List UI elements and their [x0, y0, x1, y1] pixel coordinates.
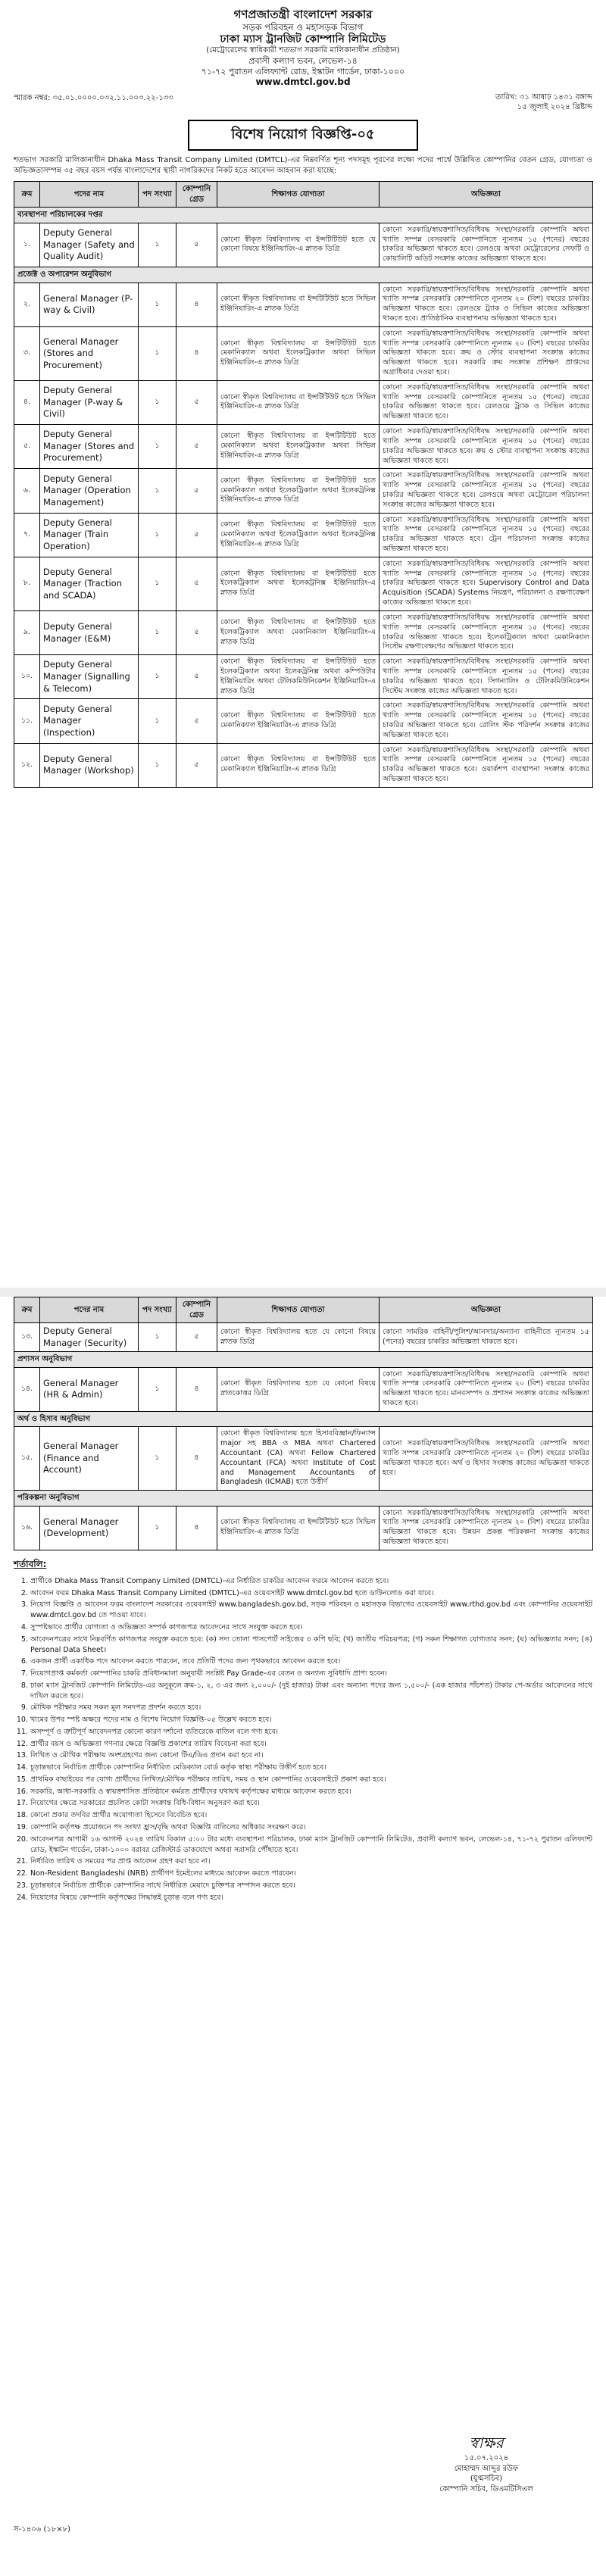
- experience-cell: কোনো সরকারি/স্বায়ত্তশাসিত/বিধিবদ্ধ সংস্থা/সরকারি কোম্পানি অথবা খ্যাতি সম্পন্ন বেসরকারি কোম্পানিতে ন্যূনতম ১৫ (পনের) বছরের চাকরির অভিজ্ঞতা থাকতে হবে। রেলওয়ে অথবা মেট্রোরেলের সেফটি ও কোয়ালিটি অডিট সংক্রান্ত কাজের অভিজ্ঞতা থাকতে হবে।: [380, 223, 593, 267]
- company-subtitle: (মেট্রোরেলের স্বাধিকারী শতভাগ সরকারি মালিকানাধীন প্রতিষ্ঠান): [206, 46, 400, 55]
- education-cell: কোনো স্বীকৃত বিশ্ববিদ্যালয় বা ইন্সটিটিউট হতে মেকানিক্যাল অথবা ইলেকট্রিক্যাল অথবা ইলেকট্রনিক্স ইঞ্জিনিয়ারিং-এ স্নাতক ডিগ্রি: [217, 513, 380, 557]
- notice-page-2: [14, 1297, 592, 2569]
- grade-cell: ৫: [176, 699, 217, 743]
- section-label: পরিকল্পনা অনুবিভাগ: [14, 1491, 593, 1507]
- post-name-cell: Deputy General Manager (Security): [40, 1323, 139, 1352]
- post-name-cell: Deputy General Manager (Workshop): [40, 743, 139, 787]
- experience-cell: কোনো সরকারি/স্বায়ত্তশাসিত/বিধিবদ্ধ সংস্থা/সরকারি কোম্পানি অথবা খ্যাতি সম্পন্ন বেসরকারি কোম্পানিতে ন্যূনতম ১৫ (পনের) বছরের চাকরির অভিজ্ঞতা থাকতে হবে। রোলিং স্টক পরিদর্শন সংক্রান্ত কাজের অভিজ্ঞতা থাকতে হবে।: [380, 699, 593, 743]
- term-item: 14. চূড়ান্তভাবে নির্বাচিত প্রার্থীকে কোম্পানির নির্ধারিত মেডিক্যাল বোর্ড কর্তৃক স্বাস্থ্য পরীক্ষায় উত্তীর্ণ হতে হবে।: [30, 1763, 592, 1773]
- education-cell: কোনো স্বীকৃত বিশ্ববিদ্যালয় বা ইন্সটিটিউট হতে মেকানিক্যাল ইঞ্জিনিয়ারিং-এ স্নাতক ডিগ্রি: [217, 699, 380, 743]
- section-row: [14, 1411, 593, 1427]
- section-label: ব্যবস্থাপনা পরিচালকের দপ্তর: [14, 208, 593, 223]
- column-header: অভিজ্ঞতা: [380, 182, 593, 208]
- grade-cell: ৫: [176, 743, 217, 787]
- serial-cell: ৩.: [14, 326, 40, 380]
- table-row: [14, 655, 593, 699]
- post-count-cell: ১: [139, 655, 176, 699]
- term-item: 15. প্রাথমিক বাছাইয়ের পর যোগ্য প্রার্থীদের লিখিত/মৌখিক পরীক্ষার তারিখ, সময় ও স্থান কোম্পানির ওয়েবসাইটে প্রকাশ করা হবে।: [30, 1775, 592, 1785]
- table-header-row: [14, 182, 593, 208]
- education-cell: কোনো স্বীকৃত বিশ্ববিদ্যালয় বা ইন্সটিটিউট হতে মেকানিক্যাল অথবা ইলেকট্রিক্যাল অথবা ইলেকট্রনিক্স ইঞ্জিনিয়ারিং-এ স্নাতক ডিগ্রি: [217, 469, 380, 513]
- govt-line: গণপ্রজাতন্ত্রী বাংলাদেশ সরকার: [233, 8, 373, 21]
- term-item: 3. নিয়োগ বিজ্ঞপ্তি ও আবেদন ফরম বাংলাদেশ সরকারের ওয়েবসাইট www.bangladesh.gov.bd, সড়ক পরিবহন ও মহাসড়ক বিভাগের ওয়েবসাইট www.rthd.gov.bd এবং কোম্পানির ওয়েবসাইট www.dmtcl.gov.bd তে পাওয়া যাবে।: [30, 1600, 592, 1621]
- section-row: [14, 208, 593, 223]
- date-label: তারিখ:: [495, 93, 517, 102]
- table-row: [14, 380, 593, 424]
- post-name-cell: Deputy General Manager (Safety and Quality Audit): [40, 223, 139, 267]
- column-header: শিক্ষাগত যোগ্যতা: [217, 1297, 380, 1323]
- table-row: [14, 557, 593, 610]
- signature-date: ১৫.০৭.২০২৪: [464, 2454, 509, 2462]
- grade-cell: ৫: [176, 655, 217, 699]
- education-cell: কোনো স্বীকৃত বিশ্ববিদ্যালয় হতে যে কোনো বিষয়ে স্নাতক ডিগ্রি: [217, 1323, 380, 1352]
- serial-cell: ১৪.: [14, 1367, 40, 1411]
- signatory-name: মোহাম্মদ আব্দুর রউফ: [454, 2464, 519, 2473]
- term-item: 11. অসম্পূর্ণ ও ত্রুটিপূর্ণ আবেদনপত্র কোনো কারণ দর্শানো ব্যতিরেকে বাতিল বলে গণ্য হবে।: [30, 1727, 592, 1738]
- post-name-cell: Deputy General Manager (E&M): [40, 610, 139, 654]
- table-row: [14, 1427, 593, 1491]
- term-item: 19. কোম্পানি কর্তৃপক্ষ প্রয়োজনে পদ সংখ্যা হ্রাস/বৃদ্ধি অথবা বিজ্ঞপ্তি বাতিলের অধিকার সংরক্ষণ করে।: [30, 1822, 592, 1833]
- education-cell: কোনো স্বীকৃত বিশ্ববিদ্যালয় বা ইন্সটিটিউট হতে সিভিল ইঞ্জিনিয়ারিং-এ স্নাতক ডিগ্রি: [217, 283, 380, 326]
- experience-cell: কোনো সরকারি/স্বায়ত্তশাসিত/বিধিবদ্ধ সংস্থা/সরকারি কোম্পানি অথবা খ্যাতি সম্পন্ন বেসরকারি কোম্পানিতে ন্যূনতম ১৫ (পনের) বছরের চাকরির অভিজ্ঞতা থাকতে হবে। সিগন্যালিং ও টেলিকমিউনিকেশন সিস্টেম সংক্রান্ত কাজের অভিজ্ঞতা থাকতে হবে।: [380, 655, 593, 699]
- section-row: [14, 267, 593, 283]
- column-header: পদ সংখ্যা: [139, 1297, 176, 1323]
- jobs-table-2: [14, 1297, 593, 1550]
- section-row: [14, 1352, 593, 1368]
- terms-heading: শর্তাবলি:: [14, 1558, 47, 1569]
- term-item: 6. একজন প্রার্থী একাধিক পদে আবেদন করতে পারবেন, তবে প্রতিটি পদের জন্য পৃথকভাবে আবেদন করতে হবে।: [30, 1656, 592, 1667]
- notice-title: বিশেষ নিয়োগ বিজ্ঞপ্তি-০৫: [188, 120, 418, 151]
- post-count-cell: ১: [139, 223, 176, 267]
- experience-cell: কোনো সরকারি/স্বায়ত্তশাসিত/বিধিবদ্ধ সংস্থা/সরকারি কোম্পানি অথবা খ্যাতি সম্পন্ন বেসরকারি কোম্পানিতে ন্যূনতম ২০ (বিশ) বছরের চাকরির অভিজ্ঞতা থাকতে হবে। রেলওয়ে ট্র্যাক ও সিভিল কাজের অভিজ্ঞতা থাকতে হবে। প্রাতিষ্ঠানিক ব্যবস্থাপনায় অভিজ্ঞতা থাকতে হবে।: [380, 283, 593, 326]
- term-item: 21. নির্ধারিত তারিখ ও সময়ের পর প্রাপ্ত আবেদন গ্রহণ করা হবে না।: [30, 1856, 592, 1867]
- post-count-cell: ১: [139, 380, 176, 424]
- section-row: [14, 1491, 593, 1507]
- term-item: 12. প্রার্থীর বয়স ও অভিজ্ঞতা গণনার ক্ষেত্রে বিজ্ঞপ্তি প্রকাশের তারিখ বিবেচনা করা হবে।: [30, 1739, 592, 1750]
- serial-cell: ১৩.: [14, 1323, 40, 1352]
- post-name-cell: Deputy General Manager (Operation Management): [40, 469, 139, 513]
- grade-cell: ৪: [176, 1506, 217, 1550]
- experience-cell: কোনো সরকারি/স্বায়ত্তশাসিত/বিধিবদ্ধ সংস্থা/সরকারি কোম্পানি অথবা খ্যাতি সম্পন্ন বেসরকারি কোম্পানিতে ন্যূনতম ১৫ (পনের) বছরের চাকরির অভিজ্ঞতা থাকতে হবে। ওয়ার্কশপ ব্যবস্থাপনা সংক্রান্ত কাজের অভিজ্ঞতা থাকতে হবে।: [380, 743, 593, 787]
- post-count-cell: ১: [139, 326, 176, 380]
- column-header: ক্রম: [14, 182, 40, 208]
- column-header: পদ সংখ্যা: [139, 182, 176, 208]
- education-cell: কোনো স্বীকৃত বিশ্ববিদ্যালয় বা ইন্সটিটিউট হতে যে কোনো বিষয়ে ইঞ্জিনিয়ারিং-এ স্নাতক ডিগ্রি: [217, 223, 380, 267]
- experience-cell: কোনো সামরিক বাহিনী/পুলিশ/আনসার/অন্যান্য বাহিনীতে ন্যূনতম ১৫ (পনের) বছরের চাকরির অভিজ্ঞতা থাকতে হবে।: [380, 1323, 593, 1352]
- memo-row: [14, 92, 592, 112]
- date-english: ১৫ জুলাই ২০২৪ খ্রিষ্টাব্দ: [517, 103, 592, 112]
- term-item: 20. আবেদনপত্র আগামী ১৬ আগস্ট ২০২৪ তারিখ বিকাল ৫:০০ টার মধ্যে ব্যবস্থাপনা পরিচালক, ঢাকা ম্যাস ট্রানজিট কোম্পানি লিমিটেড, প্রবাসী কল্যাণ ভবন, লেভেল-১৪, ৭১-৭২ পুরাতন এলিফ্যান্ট রোড, ইস্কাটন গার্ডেন, ঢাকা-১০০০ বরাবর রেজিস্টার্ড ডাকযোগে অথবা সরাসরি পৌঁছাতে হবে।: [30, 1834, 592, 1856]
- date-bangla: ৩১ আষাঢ় ১৪৩১ বঙ্গাব্দ: [519, 93, 592, 102]
- grade-cell: ৫: [176, 425, 217, 469]
- education-cell: কোনো স্বীকৃত বিশ্ববিদ্যালয় হতে যে কোনো বিষয়ে স্নাতকোত্তর ডিগ্রি: [217, 1367, 380, 1411]
- intro-paragraph: শতভাগ সরকারি মালিকানাধীন Dhaka Mass Transit Company Limited (DMTCL)-এর নিম্নবর্ণিত শূন্য পদসমূহ পূরণের লক্ষ্যে পদের পার্শ্বে উল্লিখিত কোম্পানির বেতন গ্রেড, যোগ্যতা ও অভিজ্ঞতাসম্পন্ন ৩৫ বছর বয়স পর্যন্ত বাংলাদেশের স্থায়ী নাগরিকদের নিকট হতে আবেদন আহবান করা যাচ্ছে:: [14, 156, 592, 176]
- company-name: ঢাকা ম্যাস ট্রানজিট কোম্পানি লিমিটেড: [220, 33, 386, 45]
- post-name-cell: General Manager (HR & Admin): [40, 1367, 139, 1411]
- post-count-cell: ১: [139, 283, 176, 326]
- education-cell: কোনো স্বীকৃত বিশ্ববিদ্যালয় বা ইন্সটিটিউট হতে মেকানিক্যাল অথবা ইলেকট্রিক্যাল অথবা সিভিল ইঞ্জিনিয়ারিং-এ স্নাতক ডিগ্রি: [217, 326, 380, 380]
- education-cell: কোনো স্বীকৃত বিশ্ববিদ্যালয় হতে হিসাববিজ্ঞান/ফিন্যান্স major সহ BBA ও MBA অথবা Chartered Accountant (CA) অথবা Fellow Chartered Accountant (FCA) অথবা Institute of Cost and Management Accountants of Bangladesh (ICMAB) হতে উত্তীর্ণ: [217, 1427, 380, 1491]
- post-name-cell: General Manager (Finance and Account): [40, 1427, 139, 1491]
- table-row: [14, 1323, 593, 1352]
- serial-cell: ৭.: [14, 513, 40, 557]
- term-item: 2. আবেদন ফরম Dhaka Mass Transit Company Limited (DMTCL)-এর ওয়েবসাইট www.dmtcl.gov.bd হতে ডাউনলোড করা যাবে।: [30, 1588, 592, 1599]
- signature: স্বাক্ষর: [469, 2434, 504, 2452]
- post-name-cell: General Manager (P-way & Civil): [40, 283, 139, 326]
- serial-cell: ১০.: [14, 655, 40, 699]
- grade-cell: ৪: [176, 1427, 217, 1491]
- serial-cell: ১.: [14, 223, 40, 267]
- post-count-cell: ১: [139, 1427, 176, 1491]
- table-row: [14, 610, 593, 654]
- serial-cell: ১২.: [14, 743, 40, 787]
- post-count-cell: ১: [139, 469, 176, 513]
- grade-cell: ৪: [176, 326, 217, 380]
- table-header-row: [14, 1297, 593, 1323]
- experience-cell: কোনো সরকারি/স্বায়ত্তশাসিত/বিধিবদ্ধ সংস্থা/সরকারি কোম্পানি অথবা খ্যাতি সম্পন্ন বেসরকারি কোম্পানিতে ন্যূনতম ১৫ (পনের) বছরের চাকরির অভিজ্ঞতা থাকতে হবে। রেলওয়ে ট্র্যাক ও সিভিল কাজের অভিজ্ঞতা থাকতে হবে।: [380, 380, 593, 424]
- column-header: শিক্ষাগত যোগ্যতা: [217, 182, 380, 208]
- term-item: 22. Non-Resident Bangladeshi (NRB) প্রার্থীগণ ইমেইলের মাধ্যমে আবেদন করতে পারবেন।: [30, 1869, 592, 1879]
- experience-cell: কোনো সরকারি/স্বায়ত্তশাসিত/বিধিবদ্ধ সংস্থা/সরকারি কোম্পানি অথবা খ্যাতি সম্পন্ন বেসরকারি কোম্পানিতে ন্যূনতম ১৫ (পনের) বছরের চাকরির অভিজ্ঞতা থাকতে হবে। ইলেকট্রিক্যাল অথবা মেকানিক্যাল সিস্টেম রক্ষণাবেক্ষণের অভিজ্ঞতা থাকতে হবে।: [380, 610, 593, 654]
- post-count-cell: ১: [139, 557, 176, 610]
- page-gap: [0, 1288, 606, 1297]
- letterhead: [14, 8, 592, 88]
- memo-date: [495, 92, 592, 112]
- address-line-1: প্রবাসী কল্যাণ ভবন, লেভেল-১৪: [248, 55, 358, 66]
- experience-cell: কোনো সরকারি/স্বায়ত্তশাসিত/বিধিবদ্ধ সংস্থা/সরকারি কোম্পানি অথবা খ্যাতি সম্পন্ন বেসরকারি কোম্পানিতে ন্যূনতম ২০ (বিশ) বছরের চাকরির অভিজ্ঞতা থাকতে হবে। ক্রয় ও স্টোর ব্যবস্থাপনা সংক্রান্ত কাজের অভিজ্ঞতা থাকতে হবে। সরকারি ক্রয় সংক্রান্ত প্রশিক্ষণ প্রাপ্তদের অগ্রাধিকার দেওয়া হবে।: [380, 326, 593, 380]
- grade-cell: ৫: [176, 223, 217, 267]
- column-header: পদের নাম: [40, 1297, 139, 1323]
- serial-cell: ১৫.: [14, 1427, 40, 1491]
- post-count-cell: ১: [139, 425, 176, 469]
- column-header: অভিজ্ঞতা: [380, 1297, 593, 1323]
- term-item: 9. মৌখিক পরীক্ষার সময় সকল মূল সনদপত্র প্রদর্শন করতে হবে।: [30, 1703, 592, 1713]
- post-name-cell: Deputy General Manager (Signalling & Telecom): [40, 655, 139, 699]
- term-item: 4. সুস্পষ্টভাবে প্রার্থীর যোগ্যতা ও অভিজ্ঞতা সম্পর্ক কাগজপত্র আবেদনের সাথে সংযুক্ত করতে হবে।: [30, 1622, 592, 1633]
- column-header: কোম্পানি গ্রেড: [176, 1297, 217, 1323]
- education-cell: কোনো স্বীকৃত বিশ্ববিদ্যালয় বা ইন্সটিটিউট হতে ইলেকট্রিক্যাল অথবা মেকানিক্যাল ইঞ্জিনিয়ারিং-এ স্নাতক ডিগ্রি: [217, 610, 380, 654]
- signatory-rank: (যুগ্মসচিব): [470, 2475, 503, 2483]
- experience-cell: কোনো সরকারি/স্বায়ত্তশাসিত/বিধিবদ্ধ সংস্থা/সরকারি কোম্পানি অথবা খ্যাতি সম্পন্ন বেসরকারি কোম্পানিতে ন্যূনতম ২০ (বিশ) বছরের চাকরির অভিজ্ঞতা থাকতে হবে। মানবসম্পদ ও প্রশাসন সংক্রান্ত কাজের অভিজ্ঞতা থাকতে হবে।: [380, 1367, 593, 1411]
- term-item: 17. নিয়োগের ক্ষেত্রে সরকারের প্রচলিত কোটা সংক্রান্ত বিধি-বিধান অনুসরণ করা হবে।: [30, 1798, 592, 1809]
- terms-list: [14, 1576, 592, 1903]
- column-header: কোম্পানি গ্রেড: [176, 182, 217, 208]
- post-name-cell: Deputy General Manager (Inspection): [40, 699, 139, 743]
- post-name-cell: Deputy General Manager (Traction and SCADA): [40, 557, 139, 610]
- post-name-cell: General Manager (Stores and Procurement): [40, 326, 139, 380]
- grade-cell: ৪: [176, 1367, 217, 1411]
- post-name-cell: Deputy General Manager (Stores and Procurement): [40, 425, 139, 469]
- serial-cell: ৫.: [14, 425, 40, 469]
- experience-cell: কোনো সরকারি/স্বায়ত্তশাসিত/বিধিবদ্ধ সংস্থা/সরকারি কোম্পানি অথবা খ্যাতি সম্পন্ন বেসরকারি কোম্পানিতে ন্যূনতম ২০ (বিশ) বছরের চাকরির অভিজ্ঞতা থাকতে হবে। উন্নয়ন প্রকল্প পরিকল্পনা সংক্রান্ত কাজের অভিজ্ঞতা থাকতে হবে।: [380, 1506, 593, 1550]
- table-row: [14, 425, 593, 469]
- post-count-cell: ১: [139, 699, 176, 743]
- post-count-cell: ১: [139, 513, 176, 557]
- term-item: 10. খামের উপর স্পষ্ট অক্ষরে পদের নাম ও বিশেষ নিয়োগ বিজ্ঞপ্তি-০৫ উল্লেখ করতে হবে।: [30, 1715, 592, 1725]
- post-name-cell: General Manager (Development): [40, 1506, 139, 1550]
- table-row: [14, 326, 593, 380]
- education-cell: কোনো স্বীকৃত বিশ্ববিদ্যালয় বা ইন্সটিটিউট হতে মেকানিক্যাল অথবা ইলেকট্রিক্যাল অথবা সিভিল ইঞ্জিনিয়ারিং-এ স্নাতক ডিগ্রি: [217, 425, 380, 469]
- serial-cell: ১৬.: [14, 1506, 40, 1550]
- grade-cell: ৫: [176, 513, 217, 557]
- table-row: [14, 743, 593, 787]
- column-header: পদের নাম: [40, 182, 139, 208]
- section-label: প্রশাসন অনুবিভাগ: [14, 1352, 593, 1368]
- experience-cell: কোনো সরকারি/স্বায়ত্তশাসিত/বিধিবদ্ধ সংস্থা/সরকারি কোম্পানি অথবা খ্যাতি সম্পন্ন বেসরকারি কোম্পানিতে ন্যূনতম ২০ (বিশ) বছরের চাকরির অভিজ্ঞতা থাকতে হবে। অর্থ ও হিসাব সংক্রান্ত কাজের অভিজ্ঞতা থাকতে হবে।: [380, 1427, 593, 1491]
- notice-page-1: [14, 8, 592, 1288]
- post-name-cell: Deputy General Manager (P-way & Civil): [40, 380, 139, 424]
- term-item: 13. লিখিত ও মৌখিক পরীক্ষায় অংশগ্রহণের জন্য কোনো টিএ/ডিএ প্রদান করা হবে না।: [30, 1750, 592, 1761]
- grade-cell: ৫: [176, 380, 217, 424]
- term-item: 5. আবেদনপত্রের সাথে নিম্নবর্ণিত কাগজপত্র সংযুক্ত করতে হবে: (ক) সদ্য তোলা পাসপোর্ট সাইজের ৩ কপি ছবি; (খ) জাতীয় পরিচয়পত্র; (গ) সকল শিক্ষাগত যোগ্যতার সনদ; (ঘ) অভিজ্ঞতার সনদ; (ঙ) Personal Data Sheet।: [30, 1635, 592, 1656]
- serial-cell: ৯.: [14, 610, 40, 654]
- post-count-cell: ১: [139, 1323, 176, 1352]
- table-row: [14, 1367, 593, 1411]
- term-item: 1. প্রার্থীকে Dhaka Mass Transit Company Limited (DMTCL)-এর নির্ধারিত চাকরির আবেদন ফরমে আবেদন করতে হবে।: [30, 1576, 592, 1587]
- serial-cell: ৪.: [14, 380, 40, 424]
- serial-cell: ৬.: [14, 469, 40, 513]
- experience-cell: কোনো সরকারি/স্বায়ত্তশাসিত/বিধিবদ্ধ সংস্থা/সরকারি কোম্পানি অথবা খ্যাতি সম্পন্ন বেসরকারি কোম্পানিতে ন্যূনতম ১৫ (পনের) বছরের চাকরির অভিজ্ঞতা থাকতে হবে। রেলওয়ে অথবা মেট্রোরেল পরিচালনা সংক্রান্ত কাজের অভিজ্ঞতা থাকতে হবে।: [380, 469, 593, 513]
- post-count-cell: ১: [139, 1506, 176, 1550]
- grade-cell: ৫: [176, 1323, 217, 1352]
- post-count-cell: ১: [139, 610, 176, 654]
- experience-cell: কোনো সরকারি/স্বায়ত্তশাসিত/বিধিবদ্ধ সংস্থা/সরকারি কোম্পানি অথবা খ্যাতি সম্পন্ন বেসরকারি কোম্পানিতে ন্যূনতম ১৫ (পনের) বছরের চাকরির অভিজ্ঞতা থাকতে হবে। Supervisory Control and Data Acquisition (SCADA) Systems নিয়ন্ত্রণ, পরিচালনা ও রক্ষণাবেক্ষণ কাজের অভিজ্ঞতা থাকতে হবে।: [380, 557, 593, 610]
- post-name-cell: Deputy General Manager (Train Operation): [40, 513, 139, 557]
- term-item: 16. সরকারি, আধা-সরকারি ও স্বায়ত্তশাসিত প্রতিষ্ঠানে কর্মরত প্রার্থীদের যথাযথ কর্তৃপক্ষের মাধ্যমে আবেদন করতে হবে।: [30, 1787, 592, 1797]
- term-item: 7. নিয়োগপ্রাপ্ত কর্মকর্তা কোম্পানির চাকরি প্রবিধানমালা অনুযায়ী সংশ্লিষ্ট Pay Grade-এর বেতন ও অন্যান্য সুবিধাদি প্রাপ্য হবেন।: [30, 1669, 592, 1679]
- term-item: 23. চূড়ান্তভাবে নির্বাচিত প্রার্থীকে কোম্পানির সাথে নির্ধারিত মেয়াদে চুক্তিপত্র সম্পাদন করতে হবে।: [30, 1881, 592, 1891]
- grade-cell: ৫: [176, 469, 217, 513]
- experience-cell: কোনো সরকারি/স্বায়ত্তশাসিত/বিধিবদ্ধ সংস্থা/সরকারি কোম্পানি অথবা খ্যাতি সম্পন্ন বেসরকারি কোম্পানিতে ন্যূনতম ১৫ (পনের) বছরের চাকরির অভিজ্ঞতা থাকতে হবে। ট্রেন পরিচালনা সংক্রান্ত কাজের অভিজ্ঞতা থাকতে হবে।: [380, 513, 593, 557]
- grade-cell: ৫: [176, 557, 217, 610]
- education-cell: কোনো স্বীকৃত বিশ্ববিদ্যালয় বা ইন্সটিটিউট হতে সিভিল ইঞ্জিনিয়ারিং-এ স্নাতক ডিগ্রি: [217, 380, 380, 424]
- grade-cell: ৫: [176, 610, 217, 654]
- table-row: [14, 223, 593, 267]
- table-row: [14, 469, 593, 513]
- experience-cell: কোনো সরকারি/স্বায়ত্তশাসিত/বিধিবদ্ধ সংস্থা/সরকারি কোম্পানি অথবা খ্যাতি সম্পন্ন বেসরকারি কোম্পানিতে ন্যূনতম ১৫ (পনের) বছরের চাকরির অভিজ্ঞতা থাকতে হবে। ক্রয় ও স্টোর ব্যবস্থাপনা সংক্রান্ত কাজের অভিজ্ঞতা থাকতে হবে।: [380, 425, 593, 469]
- column-header: ক্রম: [14, 1297, 40, 1323]
- signature-block: [403, 2433, 570, 2494]
- address-line-2: ৭১-৭২ পুরাতন এলিফ্যান্ট রোড, ইস্কাটন গার্ডেন, ঢাকা-১০০০: [201, 66, 405, 76]
- serial-cell: ১১.: [14, 699, 40, 743]
- division-line: সড়ক পরিবহন ও মহাসড়ক বিভাগ: [242, 21, 364, 33]
- section-label: অর্থ ও হিসাব অনুবিভাগ: [14, 1411, 593, 1427]
- table-row: [14, 283, 593, 326]
- section-label: প্রজেক্ট ও অপারেশন অনুবিভাগ: [14, 267, 593, 283]
- memo-number: স্মারক নম্বর: ৩৫.০১.০০০০.০৩২.১১.০০৩.২২-১৩৩: [14, 94, 173, 103]
- education-cell: কোনো স্বীকৃত বিশ্ববিদ্যালয় বা ইন্সটিটিউট হতে মেকানিক্যাল ইঞ্জিনিয়ারিং-এ স্নাতক ডিগ্রি: [217, 743, 380, 787]
- serial-cell: ৮.: [14, 557, 40, 610]
- table-row: [14, 513, 593, 557]
- post-count-cell: ১: [139, 1367, 176, 1411]
- jobs-table-1: [14, 181, 593, 788]
- education-cell: কোনো স্বীকৃত বিশ্ববিদ্যালয় বা ইন্সটিটিউট হতে সিভিল ইঞ্জিনিয়ারিং-এ স্নাতক ডিগ্রি: [217, 1506, 380, 1550]
- term-item: 18. কোনো প্রকার তদবির প্রার্থীর অযোগ্যতা হিসেবে বিবেচিত হবে।: [30, 1810, 592, 1821]
- term-item: 8. ঢাকা ম্যাস ট্রানজিট কোম্পানি লিমিটেড-এর অনুকূলে ক্রম-১, ২, ৩ এর জন্য ২,০০০/- (দুই হাজার) টাকা এবং অন্যান্য পদের জন্য ১,৫০০/- (এক হাজার পাঁচশত) টাকার পে-অর্ডার আবেদনের সাথে দাখিল করতে হবে।: [30, 1681, 592, 1702]
- education-cell: কোনো স্বীকৃত বিশ্ববিদ্যালয় বা ইন্সটিটিউট হতে ইলেকট্রিক্যাল অথবা ইলেকট্রনিক্স অথবা কম্পিউটার ইঞ্জিনিয়ারিং অথবা টেলিকমিউনিকেশন ইঞ্জিনিয়ারিং-এ স্নাতক ডিগ্রি: [217, 655, 380, 699]
- table-row: [14, 699, 593, 743]
- website-link[interactable]: www.dmtcl.gov.bd: [255, 76, 351, 88]
- grade-cell: ৪: [176, 283, 217, 326]
- term-item: 24. নিয়োগের বিষয়ে কোম্পানি কর্তৃপক্ষের সিদ্ধান্তই চূড়ান্ত বলে গণ্য হবে।: [30, 1893, 592, 1903]
- signatory-designation: কোম্পানি সচিব, ডিএমটিসিএল: [439, 2484, 533, 2493]
- serial-cell: ২.: [14, 283, 40, 326]
- education-cell: কোনো স্বীকৃত বিশ্ববিদ্যালয় বা ইন্সটিটিউট হতে ইলেকট্রিক্যাল অথবা ইলেকট্রনিক্স ইঞ্জিনিয়ারিং-এ স্নাতক ডিগ্রি: [217, 557, 380, 610]
- post-count-cell: ১: [139, 743, 176, 787]
- table-row: [14, 1506, 593, 1550]
- footer-code: স-১৪০৬ (১৮×৮): [14, 2525, 71, 2534]
